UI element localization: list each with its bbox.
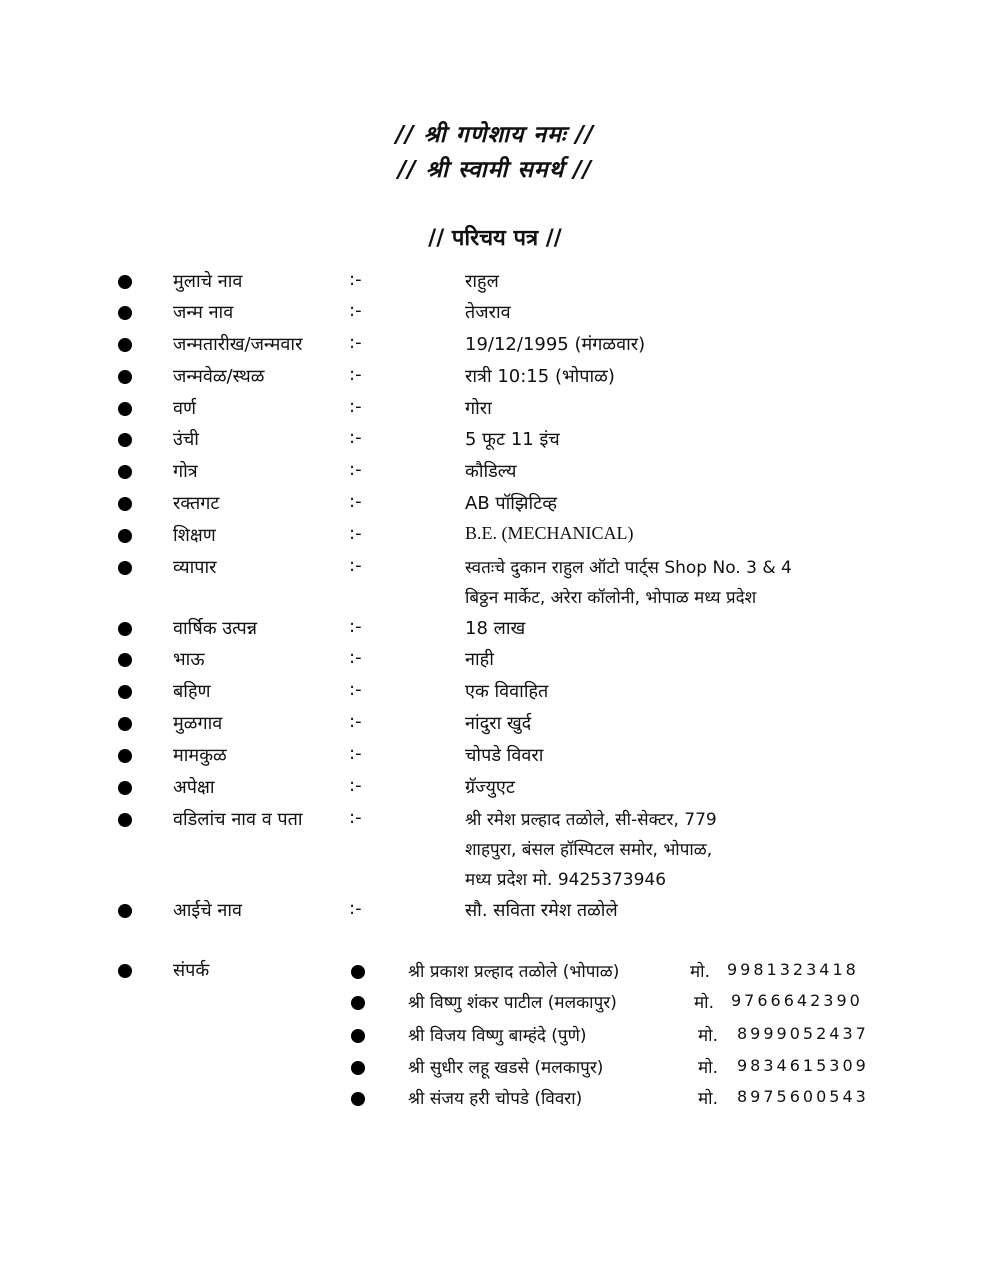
bullet-icon	[118, 781, 132, 795]
field-separator: :-	[349, 364, 362, 385]
bullet-icon	[118, 275, 132, 289]
field-value: 5 फूट 11 इंच	[465, 429, 560, 450]
field-separator: :-	[349, 332, 362, 353]
field-value: राहुल	[465, 271, 499, 292]
bullet-icon	[118, 717, 132, 731]
field-label: बहिण	[173, 681, 211, 702]
bullet-icon	[118, 561, 132, 575]
contact-name: श्री सुधीर लहू खडसे (मलकापुर)	[408, 1058, 604, 1078]
contact-name: श्री विष्णु शंकर पाटील (मलकापुर)	[408, 993, 617, 1013]
field-label: वर्ण	[173, 398, 197, 419]
field-separator: :-	[349, 711, 362, 732]
field-label: व्यापार	[173, 557, 217, 578]
contact-phone: 9834615309	[737, 1056, 869, 1075]
field-separator: :-	[349, 300, 362, 321]
invocation-swami: // श्री स्वामी समर्थ //	[397, 157, 593, 183]
field-value: सौ. सविता रमेश तळोले	[465, 900, 618, 921]
field-row-sister	[0, 679, 990, 707]
bullet-icon	[118, 622, 132, 636]
field-separator: :-	[349, 396, 362, 417]
bullet-icon	[351, 1029, 365, 1043]
bullet-icon	[118, 338, 132, 352]
field-label: आईचे नाव	[173, 900, 243, 921]
bullet-icon	[118, 370, 132, 384]
field-separator: :-	[349, 647, 362, 668]
contact-item	[0, 1055, 990, 1083]
contact-mo-label: मो.	[694, 993, 714, 1013]
contact-phone: 9981323418	[727, 960, 859, 979]
invocation-ganesh: // श्री गणेशाय नमः //	[395, 122, 595, 148]
field-row-gotra	[0, 459, 990, 487]
contact-name: श्री प्रकाश प्रल्हाद तळोले (भोपाळ)	[408, 962, 620, 982]
field-value: नाही	[465, 649, 494, 670]
field-label: जन्मतारीख/जन्मवार	[173, 334, 303, 355]
field-row-brother	[0, 647, 990, 675]
bullet-icon	[351, 1061, 365, 1075]
field-value-line3: मध्य प्रदेश मो. 9425373946	[465, 870, 667, 890]
field-row-income	[0, 616, 990, 644]
field-label: शिक्षण	[173, 525, 216, 546]
contact-mo-label: मो.	[690, 962, 710, 982]
bullet-icon	[118, 749, 132, 763]
field-row-blood-group	[0, 491, 990, 519]
field-value: गोरा	[465, 398, 492, 419]
field-label: रक्तगट	[173, 493, 220, 514]
field-separator: :-	[349, 743, 362, 764]
contact-name: श्री संजय हरी चोपडे (विवरा)	[408, 1089, 583, 1109]
bullet-icon	[118, 685, 132, 699]
field-row-education	[0, 523, 990, 551]
field-row-native-village	[0, 711, 990, 739]
field-label: जन्मवेळ/स्थळ	[173, 366, 265, 387]
field-row-expectation	[0, 775, 990, 803]
field-label: मामकुळ	[173, 745, 227, 766]
field-row-birth-time-place	[0, 364, 990, 392]
field-value-line2: बिठ्ठन मार्केट, अरेरा कॉलोनी, भोपाळ मध्य प्रदेश	[465, 588, 757, 608]
field-row-maternal-family	[0, 743, 990, 771]
field-separator: :-	[349, 523, 362, 544]
bullet-icon	[118, 465, 132, 479]
field-value: 18 लाख	[465, 618, 526, 639]
field-value: एक विवाहित	[465, 681, 549, 702]
field-label: अपेक्षा	[173, 777, 215, 798]
field-value: स्वतःचे दुकान राहुल ऑटो पार्ट्स Shop No. 3 & 4	[465, 558, 792, 578]
field-label: वडिलांच नाव व पता	[173, 809, 303, 830]
field-row-father	[0, 807, 990, 890]
field-value: श्री रमेश प्रल्हाद तळोले, सी-सेक्टर, 779	[465, 810, 717, 830]
contact-item	[0, 1086, 990, 1114]
field-separator: :-	[349, 679, 362, 700]
bullet-icon	[118, 433, 132, 447]
field-value: AB पॉझिटिव्ह	[465, 493, 558, 514]
field-row-birth-name	[0, 300, 990, 328]
field-separator: :-	[349, 775, 362, 796]
bullet-icon	[351, 996, 365, 1010]
field-label: वार्षिक उत्पन्न	[173, 618, 257, 639]
field-label: मुळगाव	[173, 713, 223, 734]
field-value: B.E. (MECHANICAL)	[465, 523, 634, 543]
field-row-mother	[0, 898, 990, 926]
bullet-icon	[118, 904, 132, 918]
bullet-icon	[351, 965, 365, 979]
field-separator: :-	[349, 807, 362, 828]
field-label: भाऊ	[173, 649, 205, 670]
field-value: रात्री 10:15 (भोपाळ)	[465, 366, 615, 387]
bullet-icon	[351, 1092, 365, 1106]
contact-item	[0, 1023, 990, 1051]
bullet-icon	[118, 402, 132, 416]
field-value: ग्रॅज्युएट	[465, 777, 515, 798]
bullet-icon	[118, 306, 132, 320]
field-label: उंची	[173, 429, 199, 450]
field-label: मुलाचे नाव	[173, 271, 243, 292]
field-separator: :-	[349, 898, 362, 919]
field-value: तेजराव	[465, 302, 511, 323]
field-value: 19/12/1995 (मंगळवार)	[465, 334, 646, 355]
contact-phone: 8975600543	[737, 1087, 869, 1106]
field-value: नांदुरा खुर्द	[465, 713, 532, 734]
bullet-icon	[118, 813, 132, 827]
field-row-name	[0, 269, 990, 297]
field-separator: :-	[349, 555, 362, 576]
field-value: चोपडे विवरा	[465, 745, 544, 766]
bullet-icon	[118, 529, 132, 543]
contact-label: संपर्क	[173, 960, 210, 981]
field-separator: :-	[349, 491, 362, 512]
contact-mo-label: मो.	[698, 1058, 718, 1078]
field-separator: :-	[349, 616, 362, 637]
contact-item	[0, 959, 990, 987]
contact-name: श्री विजय विष्णु बाम्हंदे (पुणे)	[408, 1026, 587, 1046]
field-row-height	[0, 427, 990, 455]
page-title: // परिचय पत्र //	[428, 226, 562, 251]
field-value-line2: शाहपुरा, बंसल हॉस्पिटल समोर, भोपाळ,	[465, 840, 713, 860]
contact-item	[0, 990, 990, 1018]
contact-phone: 9766642390	[731, 991, 863, 1010]
bullet-icon	[118, 497, 132, 511]
field-row-complexion	[0, 396, 990, 424]
field-separator: :-	[349, 269, 362, 290]
field-row-birth-date	[0, 332, 990, 360]
contact-mo-label: मो.	[698, 1026, 718, 1046]
field-value: कौडिल्य	[465, 461, 517, 482]
field-row-business	[0, 555, 990, 608]
field-separator: :-	[349, 427, 362, 448]
contact-mo-label: मो.	[698, 1089, 718, 1109]
field-label: गोत्र	[173, 461, 198, 482]
field-separator: :-	[349, 459, 362, 480]
bullet-icon	[118, 653, 132, 667]
field-label: जन्म नाव	[173, 302, 234, 323]
contact-phone: 8999052437	[737, 1024, 869, 1043]
